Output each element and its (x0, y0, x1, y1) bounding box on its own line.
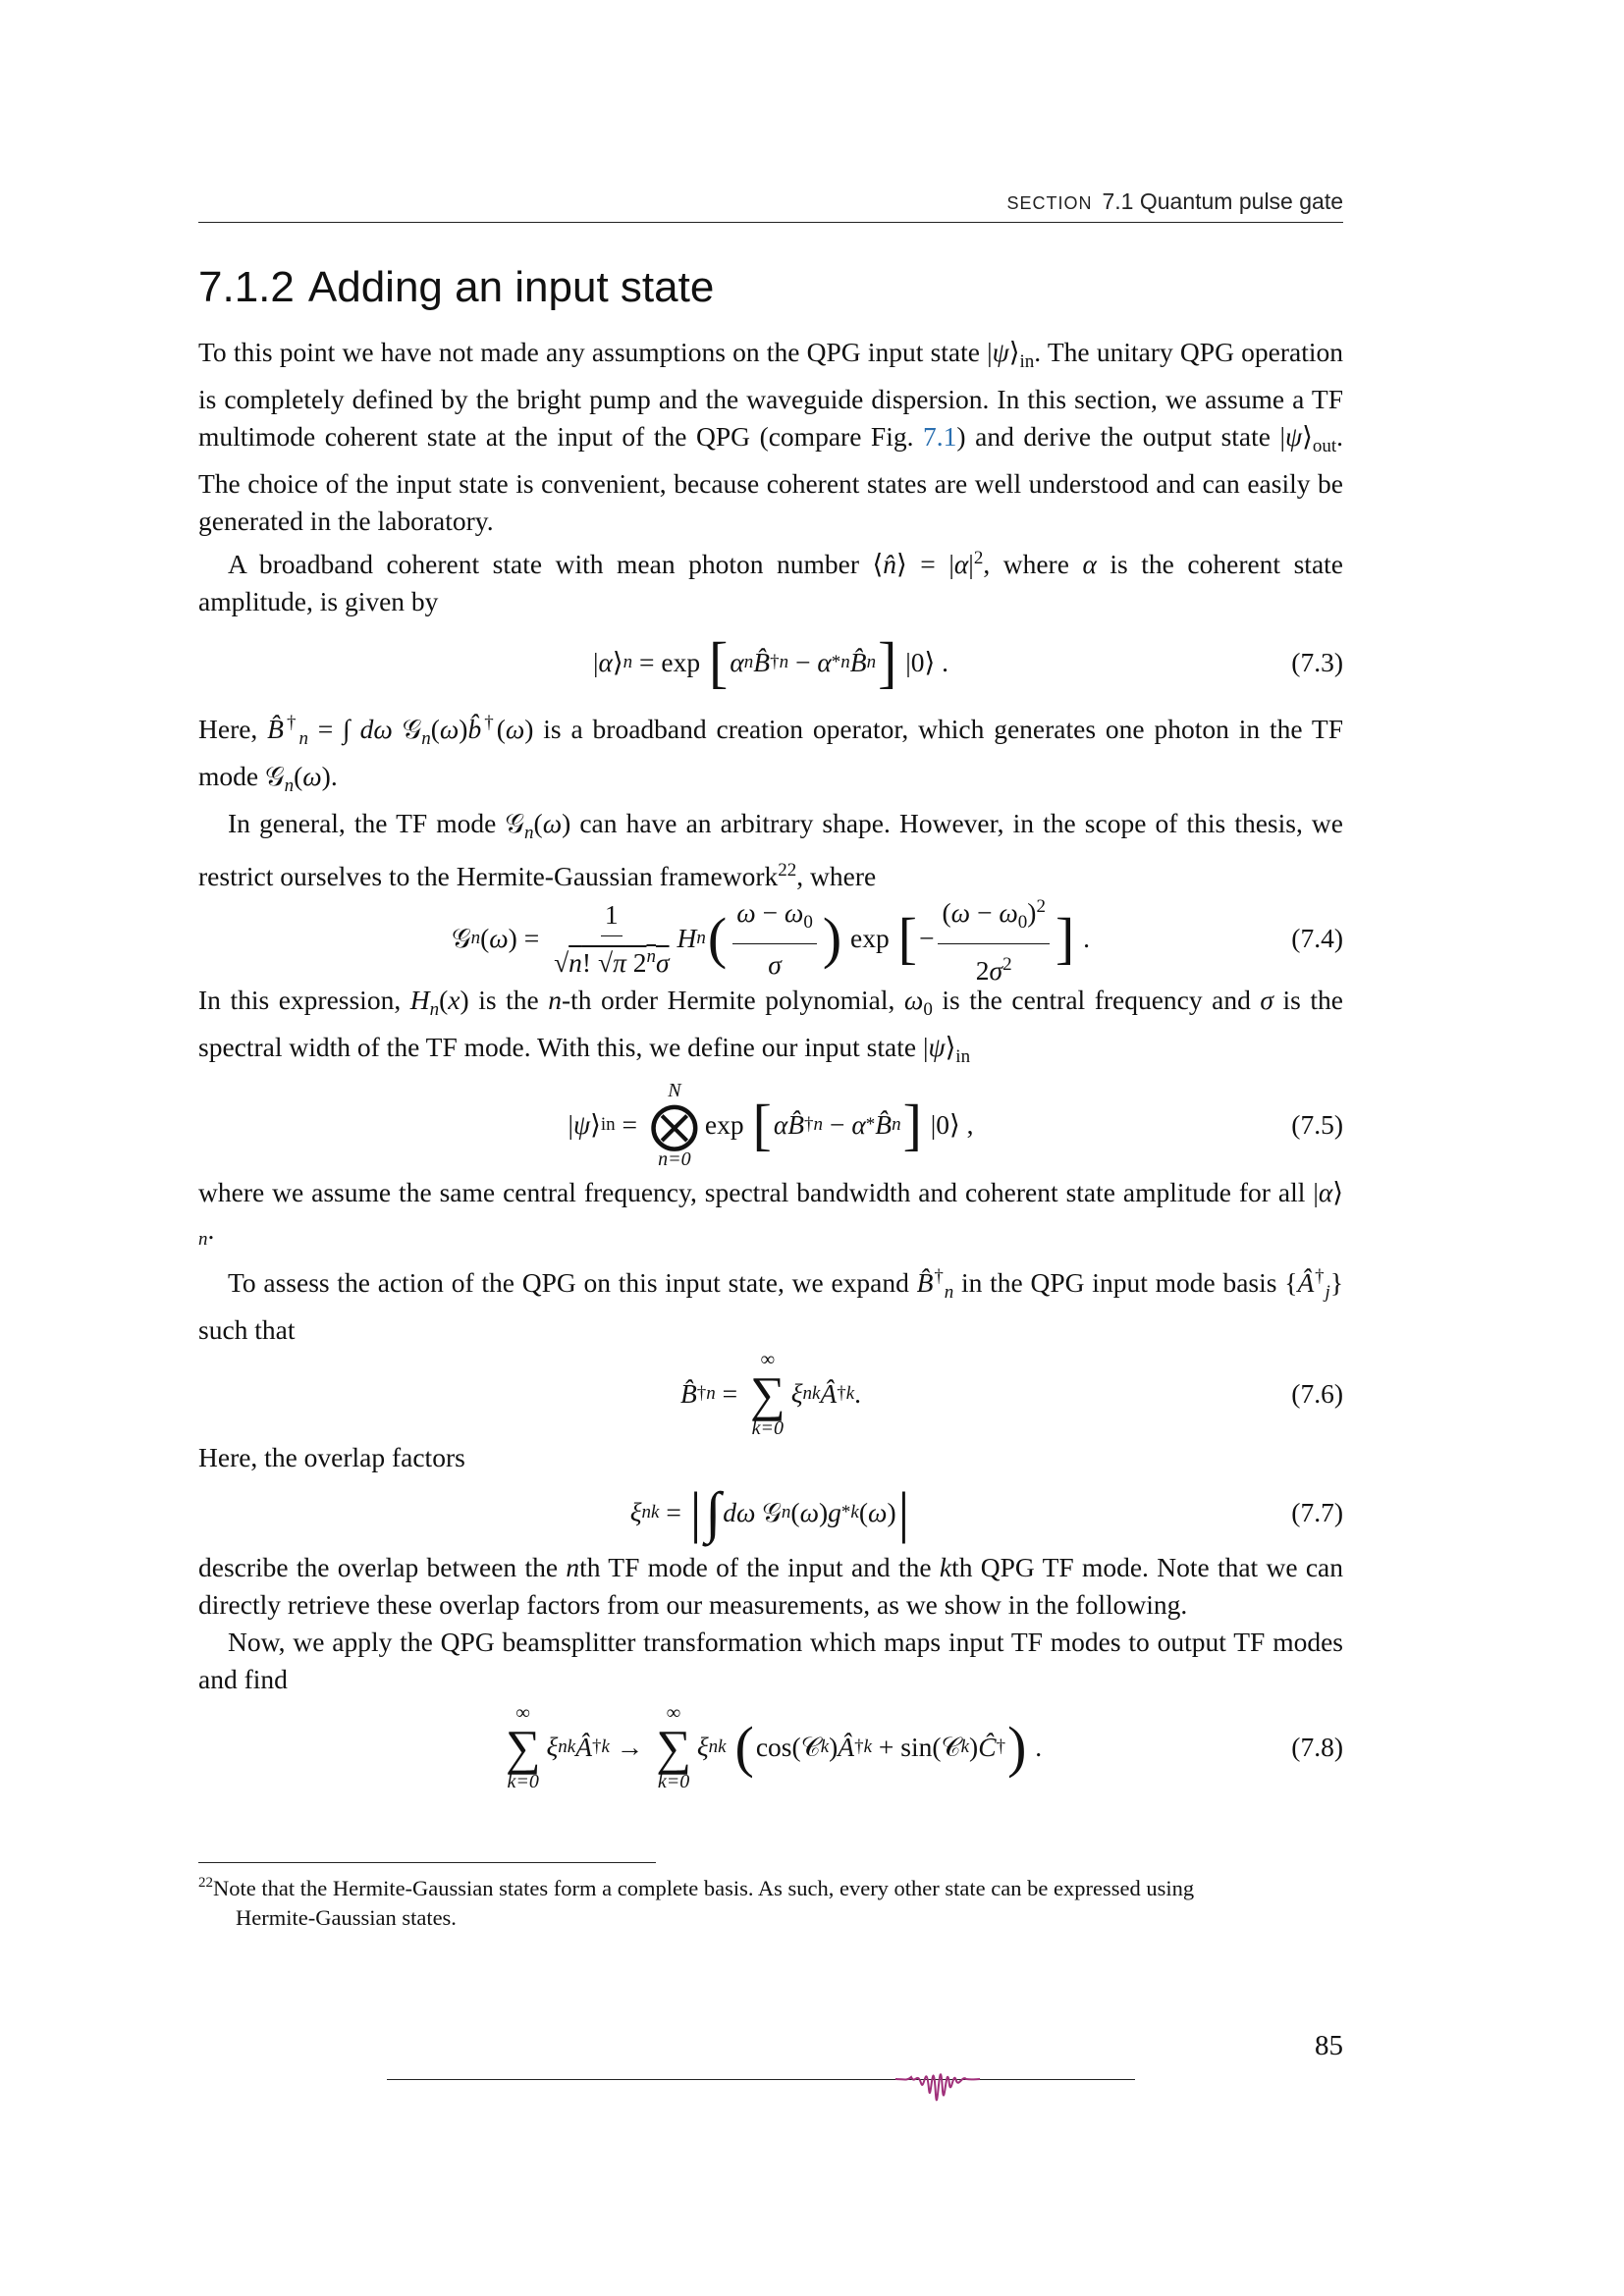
paragraph: In this expression, $H_n(x)$ is the n-th order Hermite polynomial, $\omega_0$ is the central frequency and σ is the spectral width of the TF mode. With this, we define our input state $|\psi⟩_{in}$ (198, 985, 1343, 1067)
running-head-section-word: SECTION (1006, 193, 1093, 213)
paragraph: Here, the overlap factors (198, 1442, 465, 1472)
footnote-rule (198, 1862, 656, 1863)
paragraph: To this point we have not made any assumptions on the QPG input state $|\psi⟩_{in}$. The unitary QPG operation is completely defined by the bright pump and the waveguide dispersion. In this section, we assume a TF multimode coherent state at the input of the QPG (compare Fig. 7.1) and derive the output state $|\psi⟩_{out}$. The choice of the input state is convenient, because coherent states are well understood and can easily be generated in the laboratory. (198, 337, 1343, 536)
equation-7-8 (198, 1698, 1343, 1796)
equation-body: ∞ ∑ k=0 ξ nk Â † k → ∞ ∑ k=0 ξ nk ( cos(𝒞 k ) Â † k + sin(𝒞 k ) Ĉ † ) . (505, 1702, 1043, 1792)
section-number: 7.1.2 (198, 263, 295, 311)
equation-tag: (7.3) (1291, 647, 1343, 677)
footnote-number: 22 (198, 1875, 213, 1891)
equation-tag: (7.6) (1291, 1378, 1343, 1409)
footer-rule (387, 2079, 1135, 2080)
equation-7-3 (198, 620, 1343, 705)
equation-tag: (7.8) (1291, 1732, 1343, 1762)
paragraph: To assess the action of the QPG on this input state, we expand $B̂^\dagger_n$ in the QPG input mode basis $\{Â^\dagger_j\}$ such that (198, 1266, 1344, 1345)
paragraph: Now, we apply the QPG beamsplitter transformation which maps input TF modes to output TF modes and find (198, 1627, 1343, 1694)
footnote-line-2: Hermite-Gaussian states. (236, 1905, 457, 1930)
paragraph: In general, the TF mode 𝒢$_n$(ω) can have an arbitrary shape. However, in the scope of this thesis, we restrict ourselves to the Hermite-Gaussian framework$^{22}$, where (198, 808, 1343, 891)
equation-body: ξ nk = | ∫ dω 𝒢 n ( ω ) g * k ( ω ) | (629, 1480, 910, 1544)
equation-tag: (7.5) (1291, 1109, 1343, 1140)
equation-7-4 (198, 895, 1343, 986)
figure-link[interactable]: 7.1 (923, 421, 957, 452)
paragraph: A broadband coherent state with mean photon number ⟨n̂⟩ = $|\alpha|^2$, where α is the coherent state amplitude, is given by (198, 548, 1343, 616)
equation-7-6 (198, 1349, 1343, 1439)
running-head-title: 7.1 Quantum pulse gate (1102, 188, 1343, 214)
header-rule (198, 222, 1343, 223)
section-heading (198, 263, 714, 312)
footnote-line-1: Note that the Hermite-Gaussian states form a complete basis. As such, every other state can be expressed using (213, 1876, 1195, 1900)
equation-body: B̂ † n = ∞ ∑ k=0 ξ nk Â † k . (679, 1349, 862, 1439)
equation-body: 𝒢 n ( ω ) = $\frac{1}{√n! √\pi 2^n\sigma}$ H n ( $\frac{\omega - \omega_0}{\sigma}$ ) exp [ − $\frac{(\omega - \omega_0)^2}{2\sigma^2}$ ] . (198, 895, 1343, 982)
paragraph: where we assume the same central frequency, spectral bandwidth and coherent state amplitude for all $|\alpha⟩_n$. (198, 1177, 1343, 1250)
equation-tag: (7.4) (1291, 923, 1343, 953)
page-number: 85 (1315, 2030, 1343, 2061)
paragraph: Here, $B̂^\dagger_n$ = ∫ dω 𝒢$_n$(ω)b̂†(ω) is a broadband creation operator, which generates one photon in the TF mode 𝒢$_n$(ω). (198, 713, 1344, 796)
running-head (198, 188, 1343, 215)
equation-tag: (7.7) (1291, 1497, 1343, 1527)
footnote (198, 1868, 1343, 1933)
equation-body: | ψ ⟩ in = N ⨂ n=0 exp [ αB̂ † n − α * B̂ n ] |0⟩ , (568, 1080, 974, 1170)
equation-7-7 (198, 1476, 1343, 1549)
equation-body: | α ⟩ n = exp [ α n B̂ † n − α * n B̂ n ] |0⟩ . (592, 630, 949, 694)
body-text (198, 334, 1343, 1796)
pulse-icon (893, 2038, 982, 2126)
section-title: Adding an input state (307, 263, 715, 311)
paragraph: describe the overlap between the nth TF mode of the input and the kth QPG TF mode. Note that we can directly retrieve these overlap factors from our measurements, as we show in the following. (198, 1552, 1344, 1620)
equation-7-5 (198, 1076, 1343, 1174)
